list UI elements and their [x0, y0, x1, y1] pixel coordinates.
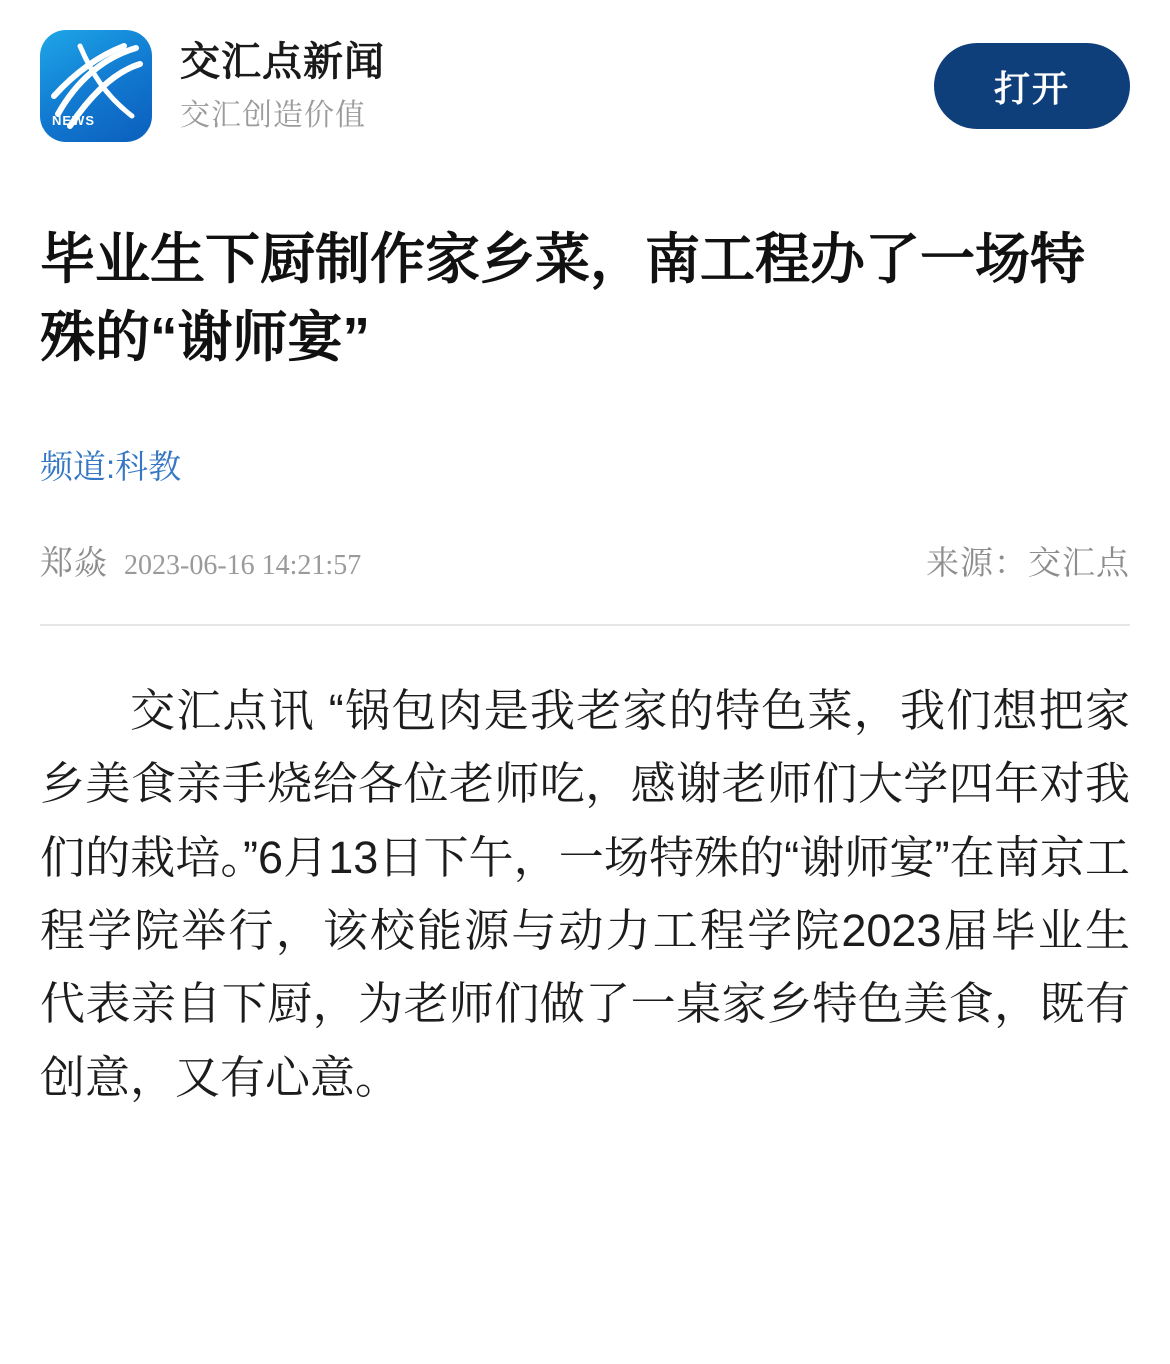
app-info: [180, 37, 934, 135]
article-author: 郑焱: [40, 544, 108, 582]
article-source: 来源：交汇点: [926, 544, 1130, 582]
article-paragraph: 交汇点讯 “锅包肉是我老家的特色菜，我们想把家乡美食亲手烧给各位老师吃，感谢老师们大学四年对我们的栽培。”6月13日下午，一场特殊的“谢师宴”在南京工程学院举行，该校能源与动力工程学院2023届毕业生代表亲自下厨，为老师们做了一桌家乡特色美食，既有创意，又有心意。: [40, 685, 1130, 1103]
app-name: 交汇点新闻: [180, 40, 385, 85]
article-meta: [40, 537, 1130, 584]
logo-news-badge: NEWS: [52, 113, 95, 128]
news-app-logo-icon: [40, 30, 152, 142]
open-app-button[interactable]: 打开: [934, 43, 1130, 129]
article-meta-left: [40, 537, 361, 584]
article-container: [0, 220, 1170, 1114]
page-title: 毕业生下厨制作家乡菜，南工程办了一场特殊的“谢师宴”: [40, 228, 1086, 369]
article-timestamp: 2023-06-16 14:21:57: [124, 550, 362, 582]
app-promo-bar: [0, 0, 1170, 168]
article-channel-link[interactable]: 频道:科教: [40, 448, 182, 486]
app-slogan: 交汇创造价值: [180, 99, 366, 133]
meta-divider: [40, 624, 1130, 626]
